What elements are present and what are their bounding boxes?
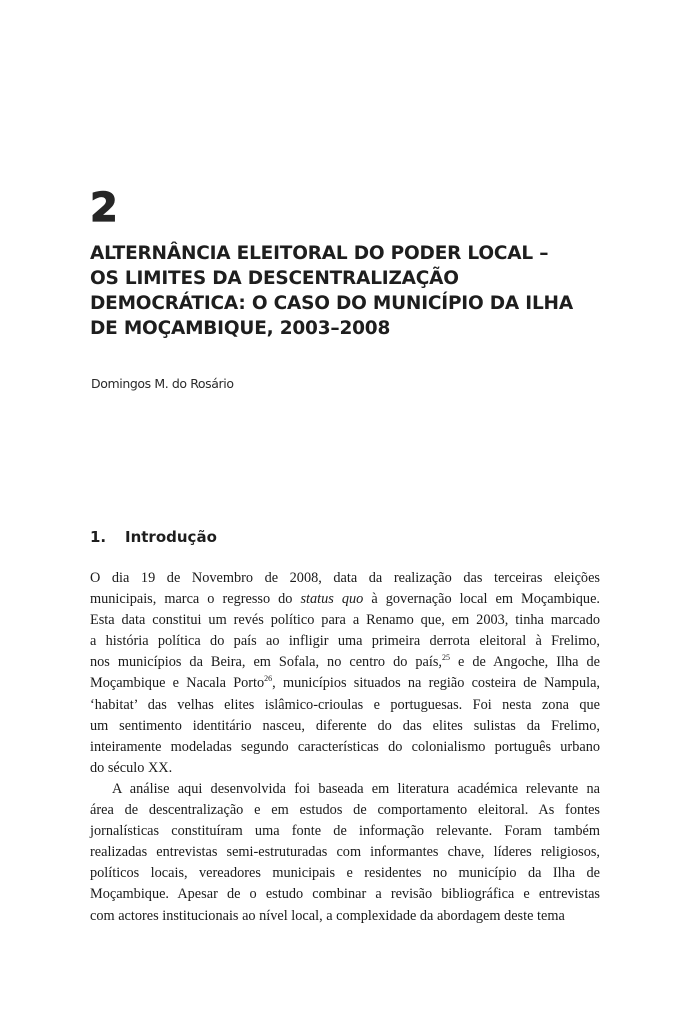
author-name: Domingos M. do Rosário [91, 376, 234, 391]
section-heading [90, 528, 217, 546]
text-line: inteiramente modeladas segundo características do colonialismo português urbano [90, 738, 600, 755]
paragraph [90, 779, 600, 927]
text-line: municipais, marca o regresso do status quo à governação local em Moçambique. [90, 591, 601, 608]
text-line: ‘habitat’ das velhas elites islâmico-crioulas e portuguesas. Foi nesta zona que [90, 696, 600, 713]
chapter-title-line: DEMOCRÁTICA: O CASO DO MUNICÍPIO DA ILHA [90, 293, 573, 314]
chapter-title-line: ALTERNÂNCIA ELEITORAL DO PODER LOCAL – [90, 243, 549, 264]
text-line: realizadas entrevistas semi-estruturadas com informantes chave, líderes religiosos, [90, 844, 600, 861]
text-line: A análise aqui desenvolvida foi baseada em literatura académica relevante na [112, 780, 600, 797]
text-line: Moçambique. Apesar de o estudo combinar a revisão bibliográfica e entrevistas [90, 886, 600, 903]
text-line: nos municípios da Beira, em Sofala, no centro do país,$^{25}$ e de Angoche, Ilha de [90, 653, 600, 671]
text-line: Moçambique e Nacala Porto$^{26}$, municípios situados na região costeira de Nampula, [90, 674, 600, 692]
chapter-title [90, 241, 610, 341]
italic-phrase: status quo [300, 591, 364, 608]
text-line: um sentimento identitário nasceu, diferente do das elites sulistas da Frelimo, [90, 717, 600, 734]
text-line: do século XX. [90, 759, 173, 776]
section-number: 1. [90, 528, 107, 546]
text-line: área de descentralização e em estudos de comportamento eleitoral. As fontes [90, 802, 600, 819]
chapter-title-line: OS LIMITES DA DESCENTRALIZAÇÃO [90, 268, 459, 289]
body-text [90, 568, 600, 927]
text-line: a história política do país ao infligir uma primeira derrota eleitoral à Frelimo, [90, 633, 600, 650]
text-line: políticos locais, vereadores municipais e residentes no município da Ilha de [90, 865, 600, 882]
text-line: com actores institucionais ao nível local, a complexidade da abordagem deste tema [90, 907, 565, 924]
chapter-title-line: DE MOÇAMBIQUE, 2003–2008 [90, 318, 391, 339]
text-line: jornalísticas constituíram uma fonte de informação relevante. Foram também [90, 823, 600, 840]
text-line: O dia 19 de Novembro de 2008, data da realização das terceiras eleições [90, 570, 600, 586]
chapter-number: 2 [90, 185, 118, 231]
footnote-reference[interactable]: 26 [264, 674, 273, 684]
text-line: Esta data constitui um revés político para a Renamo que, em 2003, tinha marcado [90, 612, 600, 629]
section-title: Introdução [125, 528, 217, 546]
footnote-reference[interactable]: 25 [442, 653, 450, 663]
paragraph [90, 568, 600, 779]
